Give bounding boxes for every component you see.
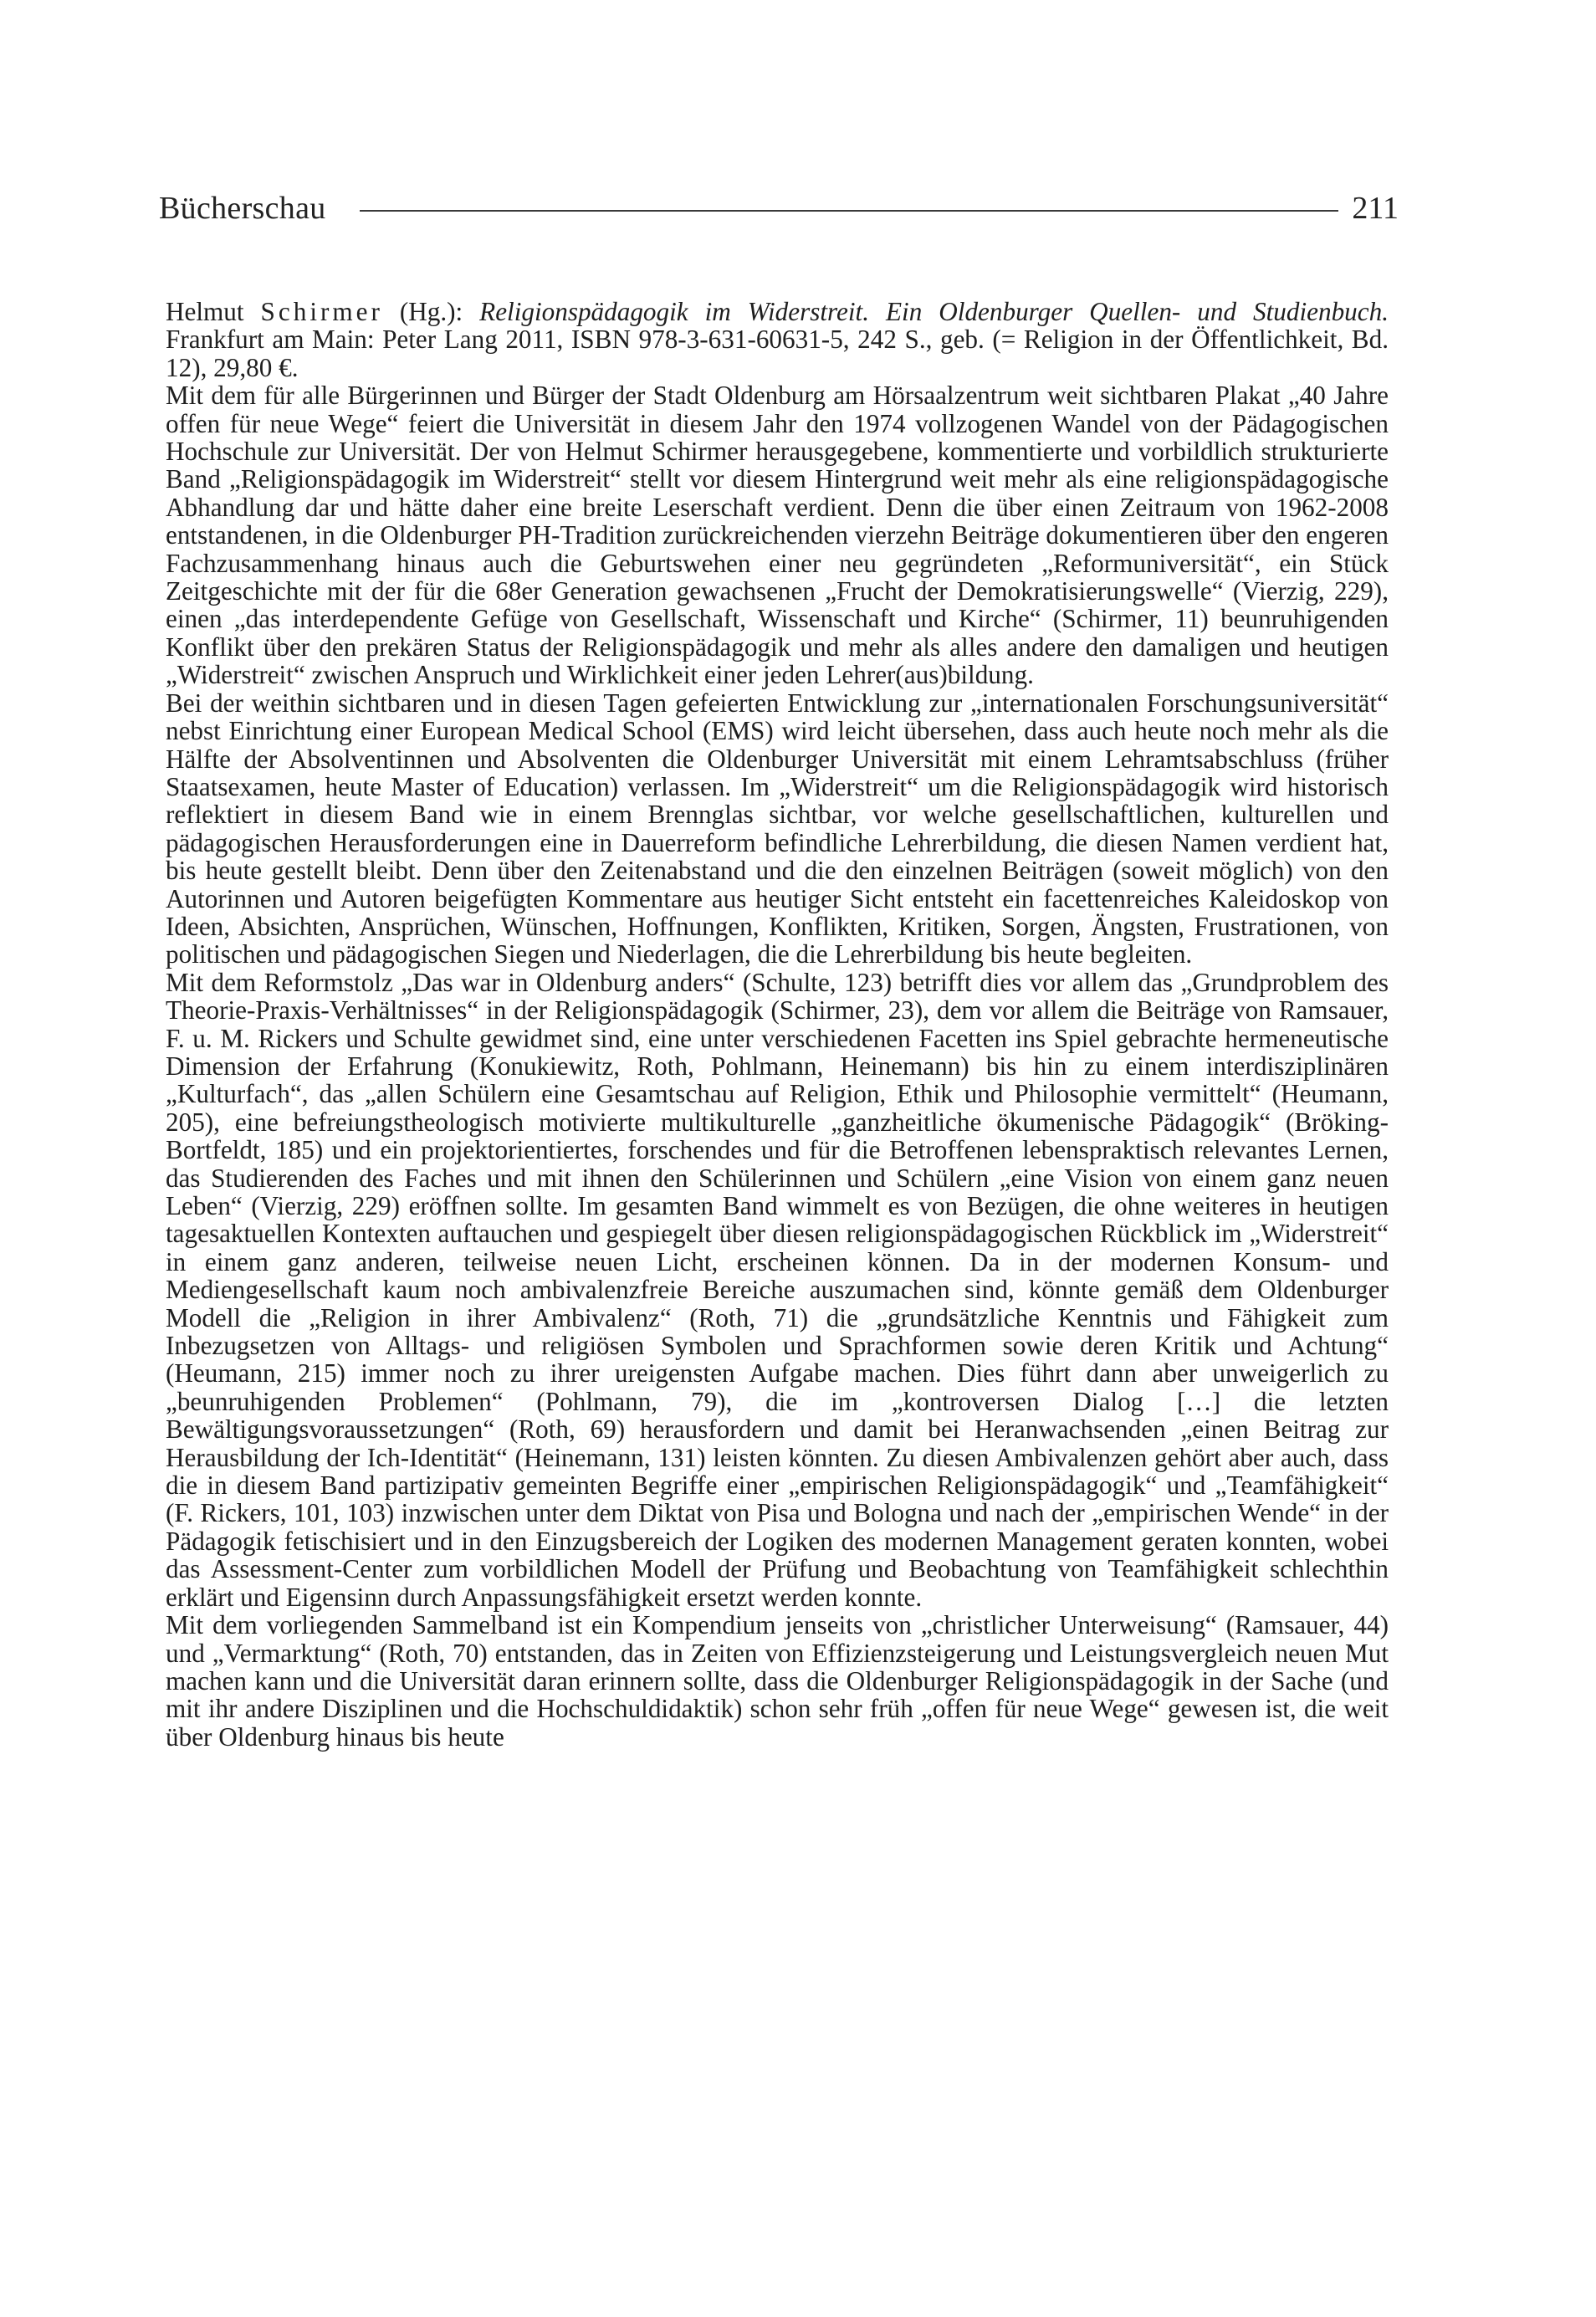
review-paragraph-2: Bei der weithin sichtbaren und in diesen Tagen gefeierten Entwicklung zur „internationalen Forschungsuniversität“ nebst Einrichtung einer European Medical School (EMS) wird leicht übersehen, dass auch heute noch mehr als die Hälfte der Absolventinnen und Absolventen die Oldenburger Universität mit einem Lehramtsabschluss (früher Staatsexamen, heute Master of Education) verlassen. Im „Widerstreit“ um die Religionspädagogik wird historisch reflektiert in diesem Band wie in einem Brennglas sichtbar, vor welche gesellschaftlichen, kulturellen und pädagogischen Herausforderungen eine in Dauerreform befindliche Lehrerbildung, die diesen Namen verdient hat, bis heute gestellt bleibt. Denn über den Zeitenabstand und die den einzelnen Beiträgen (soweit möglich) von den Autorinnen und Autoren beigefügten Kommentare aus heutiger Sicht entsteht ein facettenreiches Kaleidoskop von Ideen, Absichten, Ansprüchen, Wünschen, Hoffnungen, Konflikten, Kritiken, Sorgen, Ängsten, Frustrationen, von politischen und pädagogischen Siegen und Niederlagen, die die Lehrerbildung bis heute begleiten. bbox=[166, 688, 1389, 969]
section-title: Bücherschau bbox=[159, 191, 326, 226]
author-last-name: Schirmer bbox=[260, 297, 383, 326]
bibliographic-entry bbox=[166, 298, 1389, 381]
running-head bbox=[159, 187, 1399, 229]
publication-details: Frankfurt am Main: Peter Lang 2011, ISBN 978-3-631-60631-5, 242 S., geb. (= Religion in der Öffentlichkeit, Bd. 12), 29,80 €. bbox=[166, 325, 1389, 382]
review-paragraph-4: Mit dem vorliegenden Sammelband ist ein Kompendium jenseits von „christlicher Unterweisung“ (Ramsauer, 44) und „Vermarktung“ (Roth, 70) entstanden, das in Zeiten von Effizienzsteigerung und Leistungsvergleich neuen Mut machen kann und die Universität daran erinnern sollte, dass die Oldenburger Religionspädagogik in der Sache (und mit ihr andere Disziplinen und die Hochschuldidaktik) schon sehr früh „offen für neue Wege“ gewesen ist, die weit über Oldenburg hinaus bis heute bbox=[166, 1610, 1389, 1752]
review-paragraph-1: Mit dem für alle Bürgerinnen und Bürger der Stadt Oldenburg am Hörsaalzentrum weit sichtbaren Plakat „40 Jahre offen für neue Wege“ feiert die Universität in diesem Jahr den 1974 vollzogenen Wandel von der Pädagogischen Hochschule zur Universität. Der von Helmut Schirmer herausgegebene, kommentierte und vorbildlich strukturierte Band „Religionspädagogik im Widerstreit“ stellt vor diesem Hintergrund weit mehr als eine religionspädagogische Abhandlung dar und hätte daher eine breite Leserschaft verdient. Denn die über einen Zeitraum von 1962-2008 entstandenen, in die Oldenburger PH-Tradition zurückreichenden vierzehn Beiträge dokumentieren über den engeren Fachzusammenhang hinaus auch die Geburtswehen einer neu gegründeten „Reformuniversität“, ein Stück Zeitgeschichte mit der für die 68er Generation gewachsenen „Frucht der Demokratisierungswelle“ (Vierzig, 229), einen „das interdependente Gefüge von Gesellschaft, Wissenschaft und Kirche“ (Schirmer, 11) beunruhigenden Konflikt über den prekären Status der Religionspädagogik und mehr als alles andere den damaligen und heutigen „Widerstreit“ zwischen Anspruch und Wirklichkeit einer jeden Lehrer(aus)bildung. bbox=[166, 381, 1389, 690]
page-number: 211 bbox=[1352, 191, 1399, 226]
review-paragraph-3: Mit dem Reformstolz „Das war in Oldenburg anders“ (Schulte, 123) betrifft dies vor allem das „Grundproblem des Theorie-Praxis-Verhältnisses“ in der Religionspädagogik (Schirmer, 23), dem vor allem die Beiträge von Ramsauer, F. u. M. Rickers und Schulte gewidmet sind, eine unter verschiedenen Facetten ins Spiel gebrachte hermeneutische Dimension der Erfahrung (Konukiewitz, Roth, Pohlmann, Heinemann) bis hin zu einem interdisziplinären „Kulturfach“, das „allen Schülern eine Gesamtschau auf Religion, Ethik und Philosophie vermittelt“ (Heumann, 205), eine befreiungstheologisch motivierte multikulturelle „ganzheitliche ökumenische Pädagogik“ (Bröking-Bortfeldt, 185) und ein projektorientiertes, forschendes und für die Betroffenen lebenspraktisch relevantes Lernen, das Studierenden des Faches und mit ihnen den Schülerinnen und Schülern „eine Vision von einem ganz neuen Leben“ (Vierzig, 229) eröffnen sollte. Im gesamten Band wimmelt es von Bezügen, die ohne weiteres in heutigen tagesaktuellen Kontexten auftauchen und gespiegelt über diesen religionspädagogischen Rückblick im „Widerstreit“ in einem ganz anderen, teilweise neuen Licht, erscheinen können. Da in der modernen Konsum- und Mediengesellschaft kaum noch ambivalenzfreie Bereiche auszumachen sind, könnte gemäß dem Oldenburger Modell die „Religion in ihrer Ambivalenz“ (Roth, 71) die „grundsätzliche Kenntnis und Fähigkeit zum Inbezugsetzen von Alltags- und religiösen Symbolen und Sprachformen sowie deren Kritik und Achtung“ (Heumann, 215) immer noch zu ihrer ureigensten Aufgabe machen. Dies führt dann aber unweigerlich zu „beunruhigenden Problemen“ (Pohlmann, 79), die im „kontroversen Dialog […] die letzten Bewältigungsvoraussetzungen“ (Roth, 69) herausfordern und damit bei Heranwachsenden „einen Beitrag zur Herausbildung der Ich-Identität“ (Heinemann, 131) leisten könnten. Zu diesen Ambivalenzen gehört aber auch, dass die in diesem Band partizipativ gemeinten Begriffe einer „empirischen Religionspädagogik“ und „Teamfähigkeit“ (F. Rickers, 101, 103) inzwischen unter dem Diktat von Pisa und Bologna und nach der „empirischen Wende“ in der Pädagogik fetischisiert und in den Einzugsbereich der Logiken des modernen Management geraten konnten, wobei das Assessment-Center zum vorbildlichen Modell der Prüfung und Beobachtung von Teamfähigkeit schlechthin erklärt und Eigensinn durch Anpassungsfähigkeit ersetzt werden konnte. bbox=[166, 967, 1389, 1612]
header-rule bbox=[360, 210, 1339, 212]
review-text bbox=[166, 298, 1389, 1751]
editor-mark: (Hg.): bbox=[382, 297, 480, 326]
author-first-name: Helmut bbox=[166, 297, 261, 326]
book-title: Religionspädagogik im Widerstreit. Ein Oldenburger Quellen- und Studienbuch. bbox=[479, 297, 1389, 326]
